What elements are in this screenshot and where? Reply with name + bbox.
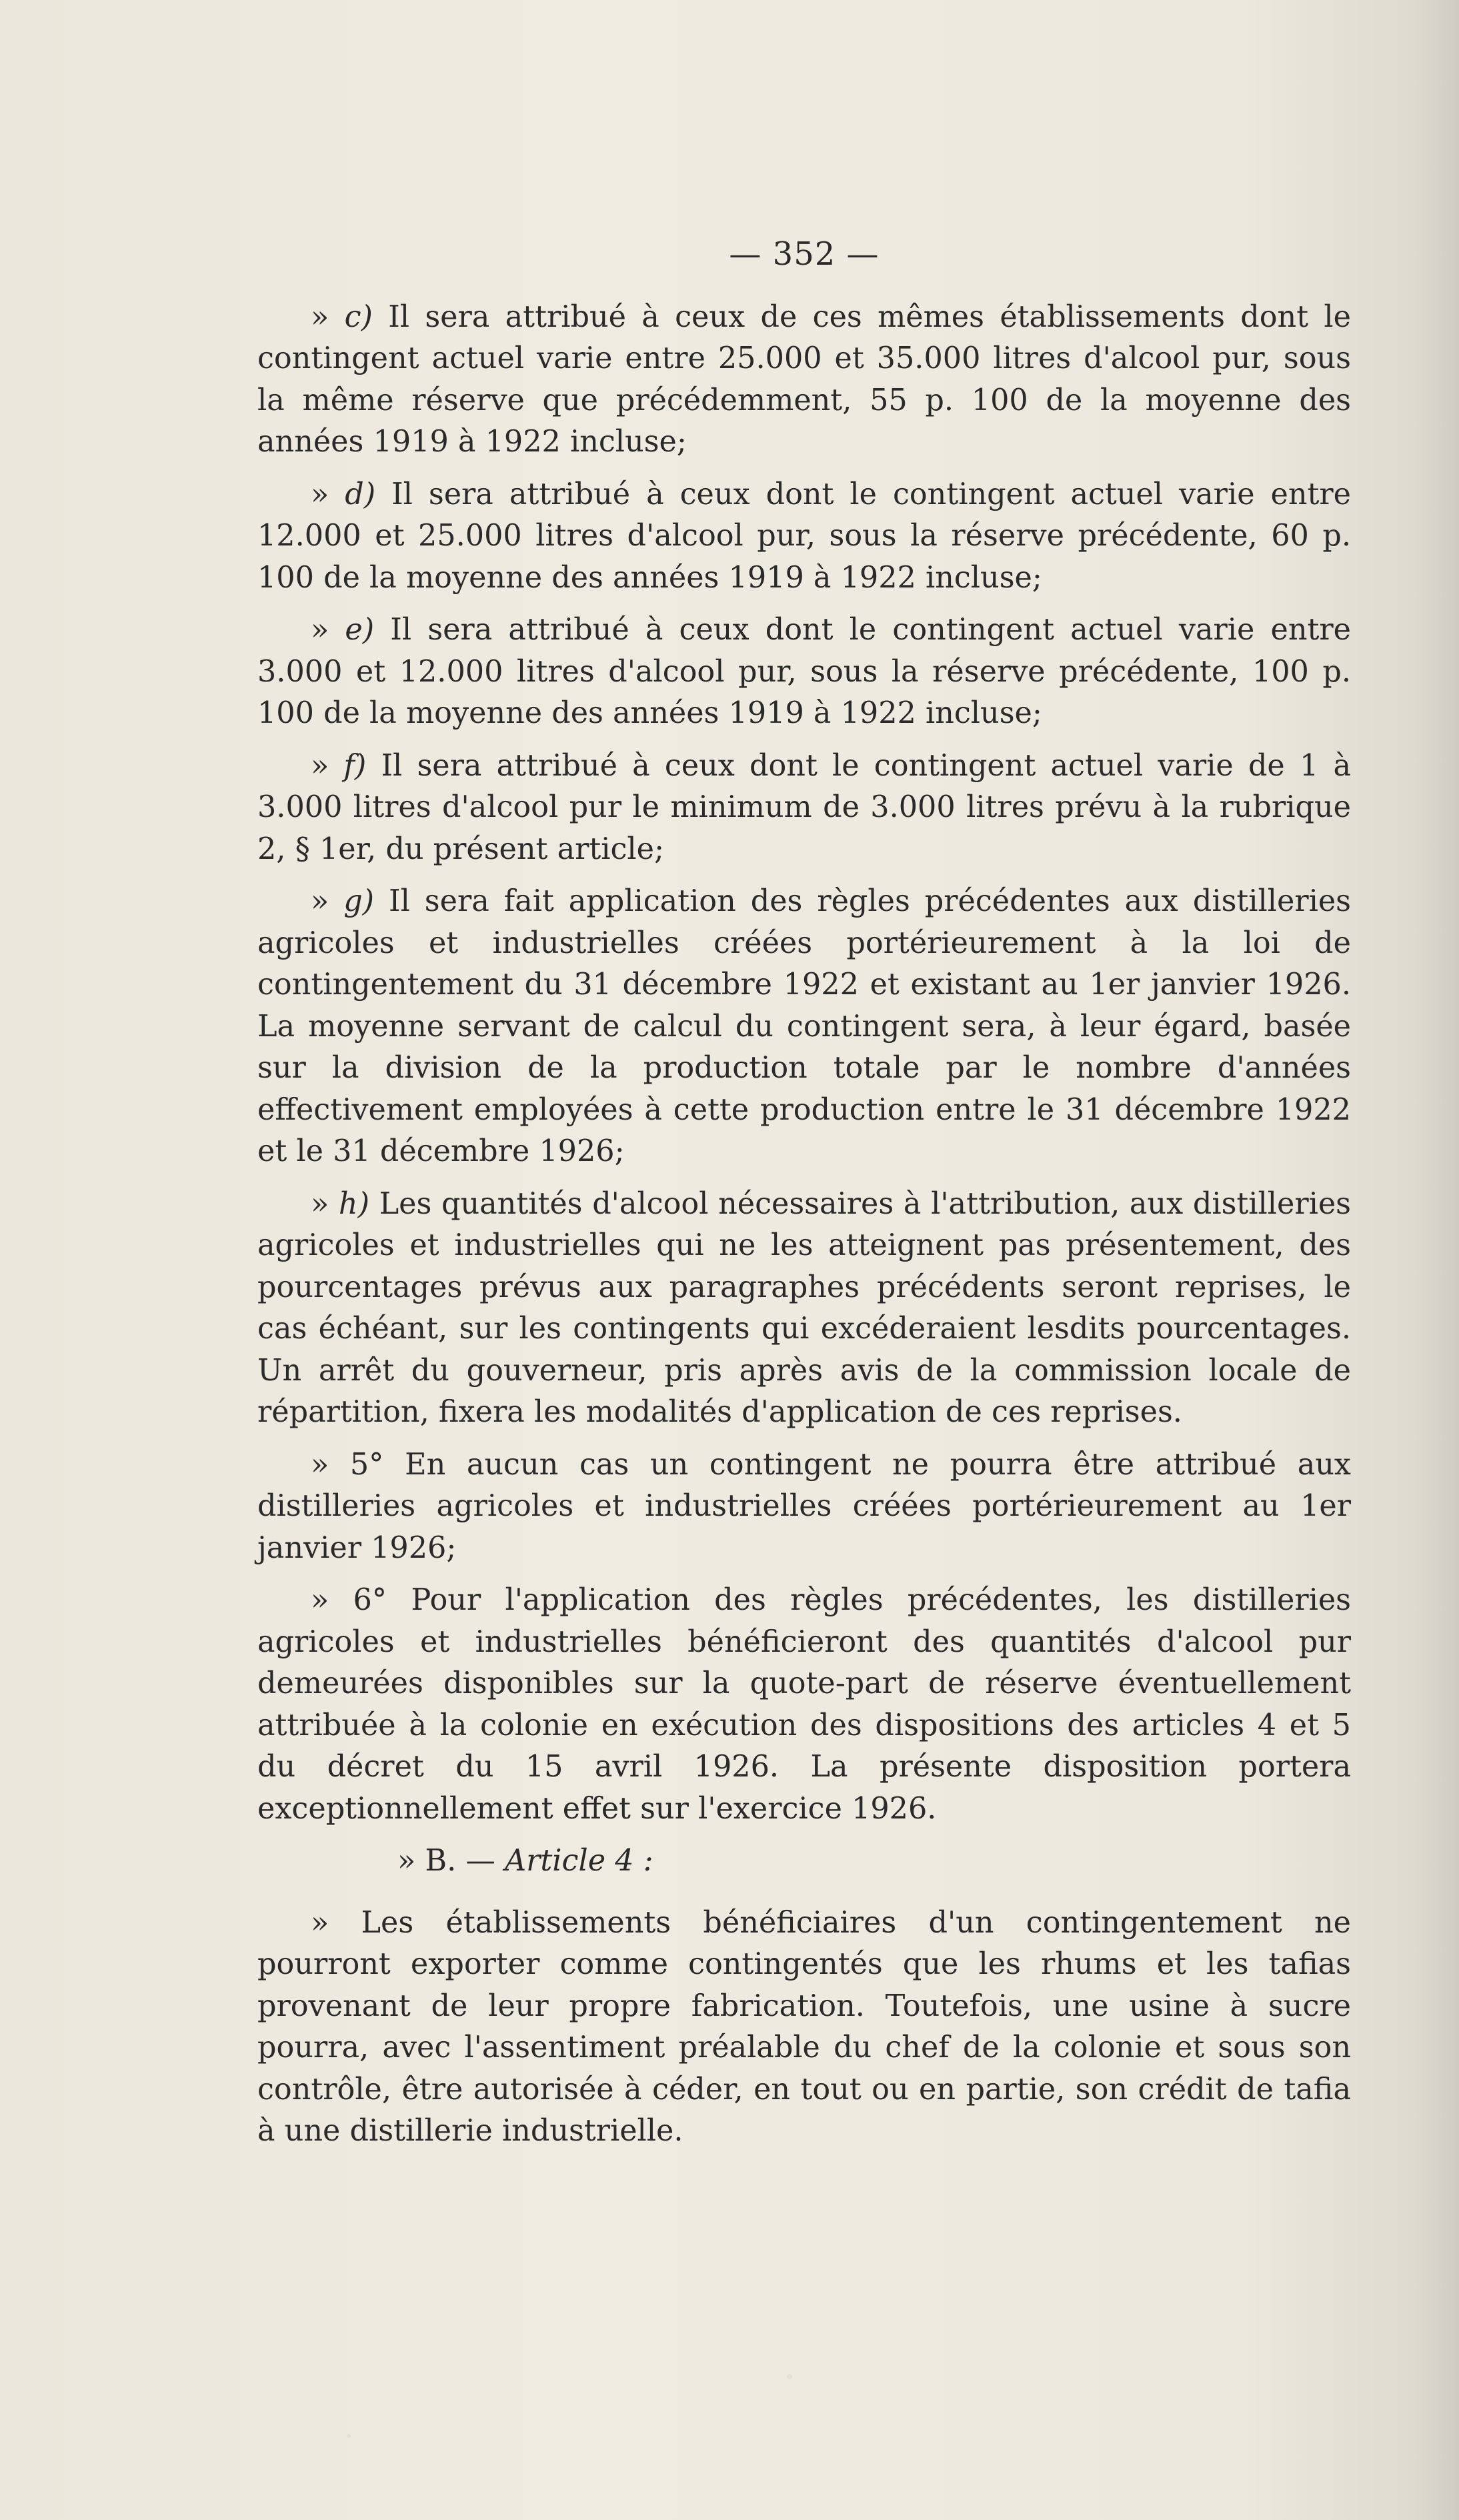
heading-prefix: » B. — — [397, 1844, 505, 1878]
paper-speck — [347, 2434, 351, 2438]
paragraph-g — [257, 881, 1351, 1173]
quote-mark: » — [311, 613, 345, 647]
paragraph-text: Il sera attribué à ceux dont le contingent actuel varie de 1 à 3.000 litres d'alcool pur le minimum de 3.000 litres prévu à la rubrique 2, § 1er, du présent article; — [257, 748, 1351, 866]
item-letter: e) — [345, 613, 375, 647]
document-body — [257, 233, 1351, 2163]
quote-mark: » — [311, 477, 345, 511]
quote-mark: » — [311, 884, 344, 918]
paragraph-5 — [257, 1444, 1351, 1570]
page-number: — 352 — — [729, 235, 880, 273]
paragraph-text: Il sera fait application des règles précédentes aux distilleries agricoles et industrielles créées portérieurement à la loi de contingentement du 31 décembre 1922 et existant au 1er janvier 1926. La moyenne servant de calcul du contingent sera, à leur égard, basée sur la division de la production totale par le nombre d'années effectivement employées à cette production entre le 31 décembre 1922 et le 31 décembre 1926; — [257, 884, 1351, 1168]
item-letter: g) — [343, 884, 375, 918]
item-letter: h) — [338, 1186, 369, 1221]
quote-mark: » — [311, 299, 345, 334]
paragraph-6 — [257, 1580, 1351, 1830]
paragraph-e — [257, 609, 1351, 735]
quote-mark: » — [311, 1583, 353, 1617]
item-letter: c) — [344, 299, 373, 334]
item-letter: d) — [345, 477, 376, 511]
final-paragraph: » Les établissements bénéficiaires d'un contingentement ne pourront exporter comme contingentés que les rhums et les tafias provenant de leur propre fabrication. Toutefois, une usine à sucre pourra, avec l'assentiment préalable du chef de la colonie et sous son contrôle, être autorisée à céder, en tout ou en partie, son crédit de tafia à une distillerie industrielle. — [257, 1905, 1351, 2148]
quote-mark: » — [311, 1186, 339, 1221]
paragraph-text: 5° En aucun cas un contingent ne pourra être attribué aux distilleries agricoles et industrielles créées portérieurement au 1er janvier 1926; — [257, 1447, 1351, 1565]
paragraph-d — [257, 474, 1351, 599]
quote-mark: » — [311, 1447, 350, 1482]
item-letter: f) — [343, 748, 367, 783]
paragraph-text: Il sera attribué à ceux dont le contingent actuel varie entre 3.000 et 12.000 litres d'alcool pur, sous la réserve précédente, 100 p. 100 de la moyenne des années 1919 à 1922 incluse; — [257, 613, 1352, 730]
paragraph-text: Les quantités d'alcool nécessaires à l'attribution, aux distilleries agricoles et industrielles qui ne les atteignent pas présentement, des pourcentages prévus aux paragraphes précédents seront reprises, le cas échéant, sur les contingents qui excéderaient lesdits pourcentages. Un arrêt du gouverneur, pris après avis de la commission locale de répartition, fixera les modalités d'application de ces reprises. — [257, 1186, 1351, 1429]
quote-mark: » — [311, 748, 344, 783]
heading-title: Article 4 : — [505, 1844, 653, 1878]
paragraph-f — [257, 746, 1351, 871]
paragraph-c — [257, 297, 1351, 463]
paper-speck — [787, 2374, 792, 2379]
paragraph-text: Il sera attribué à ceux dont le contingent actuel varie entre 12.000 et 25.000 litres d'alcool pur, sous la réserve précédente, 60 p. 100 de la moyenne des années 1919 à 1922 incluse; — [257, 477, 1351, 595]
paragraph-text: 6° Pour l'application des règles précédentes, les distilleries agricoles et industrielles bénéficieront des quantités d'alcool pur demeurées disponibles sur la quote-part de réserve éventuellement attribuée à la colonie en exécution des dispositions des articles 4 et 5 du décret du 15 avril 1926. La présente disposition portera exceptionnellement effet sur l'exercice 1926. — [257, 1583, 1351, 1826]
paragraph-text: Il sera attribué à ceux de ces mêmes établissements dont le contingent actuel varie entre 25.000 et 35.000 litres d'alcool pur, sous la même réserve que précédemment, 55 p. 100 de la moyenne des années 1919 à 1922 incluse; — [257, 299, 1351, 459]
article-heading — [257, 1840, 1351, 1882]
paragraph-h — [257, 1184, 1351, 1434]
